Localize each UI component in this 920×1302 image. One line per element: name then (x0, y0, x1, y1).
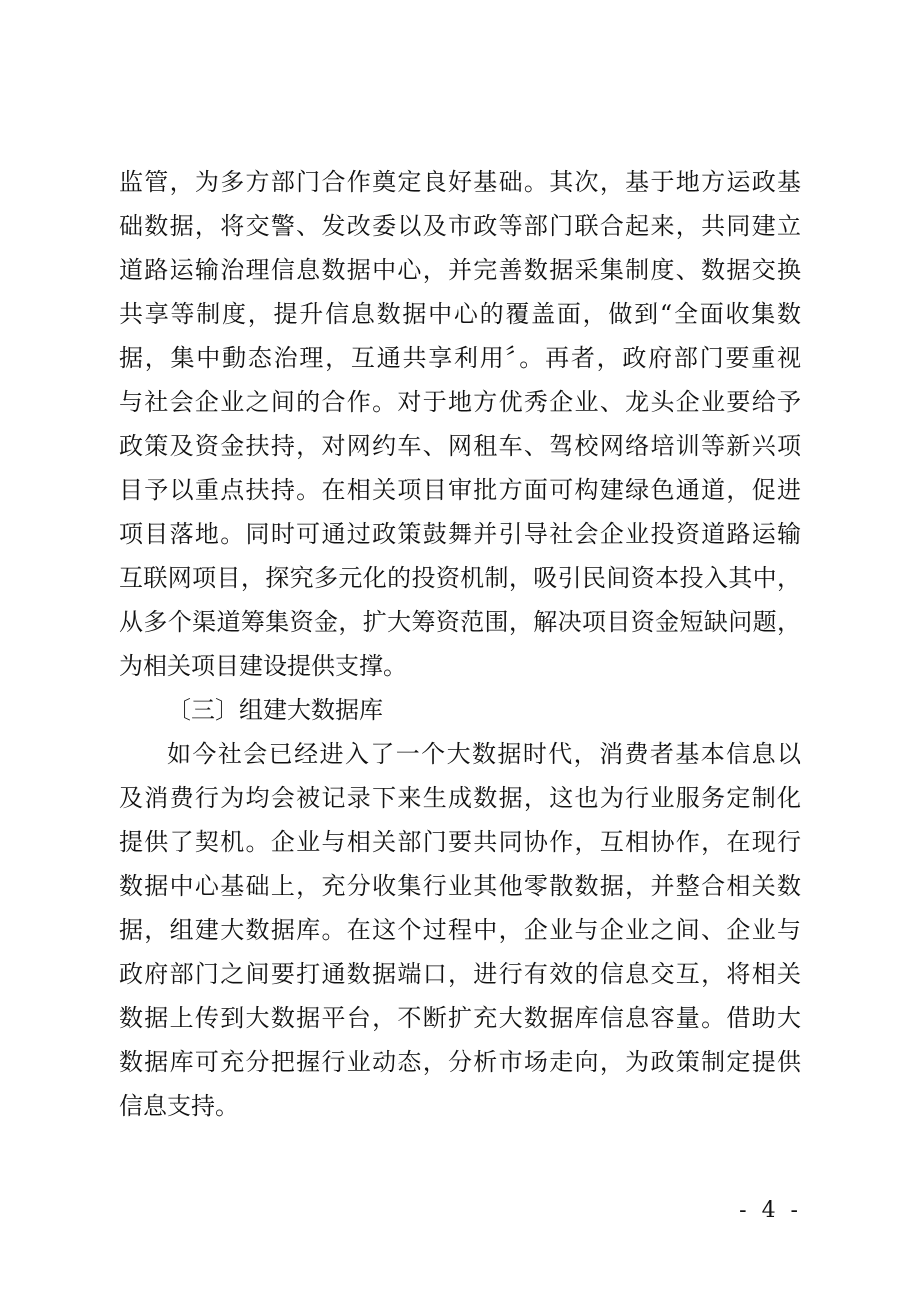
paragraph-2-line: 提供了契机。企业与相关部门要共同协作，互相协作，在现行 (119, 828, 801, 856)
paragraph-2-line: 信息支持。 (119, 1092, 239, 1120)
paragraph-2-line: 政府部门之间要打通数据端口，进行有效的信息交互，将相关 (119, 960, 801, 988)
paragraph-1-line: 与社会企业之间的合作。对于地方优秀企业、龙头企业要给予 (119, 388, 801, 416)
paragraph-1-line: 据，集中動态治理，互通共享利用〞。再者，政府部门要重视 (119, 344, 801, 372)
paragraph-1-line: 为相关项目建设提供支撑。 (119, 652, 407, 680)
paragraph-2-line: 及消费行为均会被记录下来生成数据，这也为行业服务定制化 (119, 784, 801, 812)
paragraph-1-line: 项目落地。同时可通过政策鼓舞并引导社会企业投资道路运输 (119, 520, 801, 548)
paragraph-2-line: 数据上传到大数据平台，不断扩充大数据库信息容量。借助大 (119, 1004, 801, 1032)
paragraph-1-line: 目予以重点扶持。在相关项目审批方面可构建绿色通道，促进 (119, 476, 801, 504)
paragraph-1-line: 道路运输治理信息数据中心，并完善数据采集制度、数据交换 (119, 256, 801, 284)
section-heading: 〔三〕组建大数据库 (167, 696, 383, 724)
paragraph-2-line: 据，组建大数据库。在这个过程中，企业与企业之间、企业与 (119, 916, 801, 944)
paragraph-1-line: 互联网项目，探究多元化的投资机制，吸引民间资本投入其中， (119, 564, 801, 592)
paragraph-1-line: 共享等制度，提升信息数据中心的覆盖面，做到“全面收集数 (119, 300, 801, 328)
paragraph-1-line: 从多个渠道筹集资金，扩大筹资范围，解决项目资金短缺问题， (119, 608, 801, 636)
paragraph-1-line: 政策及资金扶持，对网约车、网租车、驾校网络培训等新兴项 (119, 432, 801, 460)
paragraph-1-line: 监管，为多方部门合作奠定良好基础。其次，基于地方运政基 (119, 168, 801, 196)
paragraph-2-line: 如今社会已经进入了一个大数据时代，消费者基本信息以 (167, 740, 801, 768)
paragraph-2-line: 数据中心基础上，充分收集行业其他零散数据，并整合相关数 (119, 872, 801, 900)
paragraph-2-line: 数据库可充分把握行业动态，分析市场走向，为政策制定提供 (119, 1048, 801, 1076)
paragraph-1-line: 础数据，将交警、发改委以及市政等部门联合起来，共同建立 (119, 212, 801, 240)
page-number: - 4 - (739, 1198, 802, 1223)
